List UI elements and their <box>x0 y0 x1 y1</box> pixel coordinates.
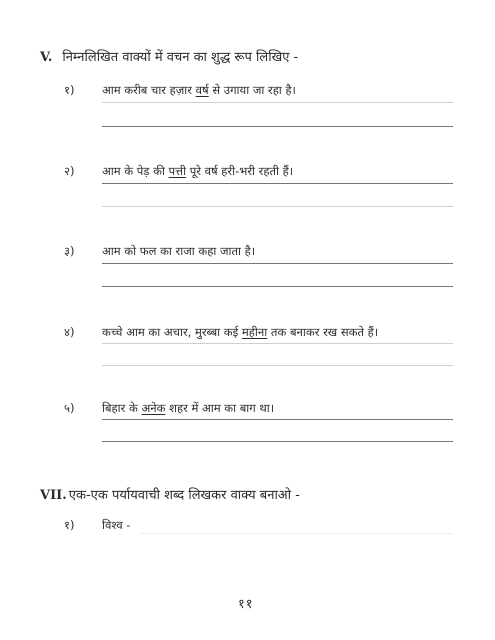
answer-line[interactable] <box>102 343 453 344</box>
answer-line[interactable] <box>102 263 453 264</box>
answer-line[interactable] <box>102 126 453 127</box>
question-2-number: २) <box>64 164 75 178</box>
question-5-underlined-word: अनेक <box>141 401 166 415</box>
answer-line[interactable] <box>102 419 453 420</box>
answer-line[interactable] <box>102 206 453 207</box>
vii-question-1-number: १) <box>64 518 75 532</box>
section-v-heading <box>40 47 298 65</box>
question-2-text: आम के पेड़ की पत्ती पूरे वर्ष हरी-भरी रहती हैं। <box>102 164 294 178</box>
page-number: ११ <box>238 597 254 612</box>
question-3-number: ३) <box>64 244 75 258</box>
answer-line[interactable] <box>102 441 453 442</box>
answer-line[interactable] <box>102 365 453 366</box>
section-vii-number: VII. <box>40 488 67 503</box>
section-vii-title: एक-एक पर्यायवाची शब्द लिखकर वाक्य बनाओ - <box>68 488 300 503</box>
vii-question-1-word: विश्व - <box>102 518 131 532</box>
question-3-text: आम को फल का राजा कहा जाता है। <box>102 244 256 258</box>
question-2-underlined-word: पत्ती <box>168 164 187 178</box>
question-4-text: कच्चे आम का अचार, मुरब्बा कई महीना तक बनाकर रख सकते हैं। <box>102 325 379 339</box>
answer-line[interactable] <box>102 102 453 103</box>
question-1-number: १) <box>64 83 75 97</box>
question-4-number: ४) <box>64 325 75 339</box>
question-4-underlined-word: महीना <box>241 325 268 339</box>
section-v-title: निम्नलिखित वाक्यों में वचन का शुद्ध रूप लिखिए - <box>62 50 299 65</box>
section-vii-heading <box>40 485 300 503</box>
question-5-text: बिहार के अनेक शहर में आम का बाग था। <box>102 401 275 415</box>
question-5-number: ५) <box>64 401 75 415</box>
question-1-underlined-word: वर्ष <box>195 83 209 97</box>
question-1-text: आम करीब चार हज़ार वर्ष से उगाया जा रहा है। <box>102 83 296 97</box>
answer-line[interactable] <box>102 183 453 184</box>
answer-line[interactable] <box>140 533 453 534</box>
section-v-number: V. <box>40 50 53 65</box>
answer-line[interactable] <box>102 286 453 287</box>
